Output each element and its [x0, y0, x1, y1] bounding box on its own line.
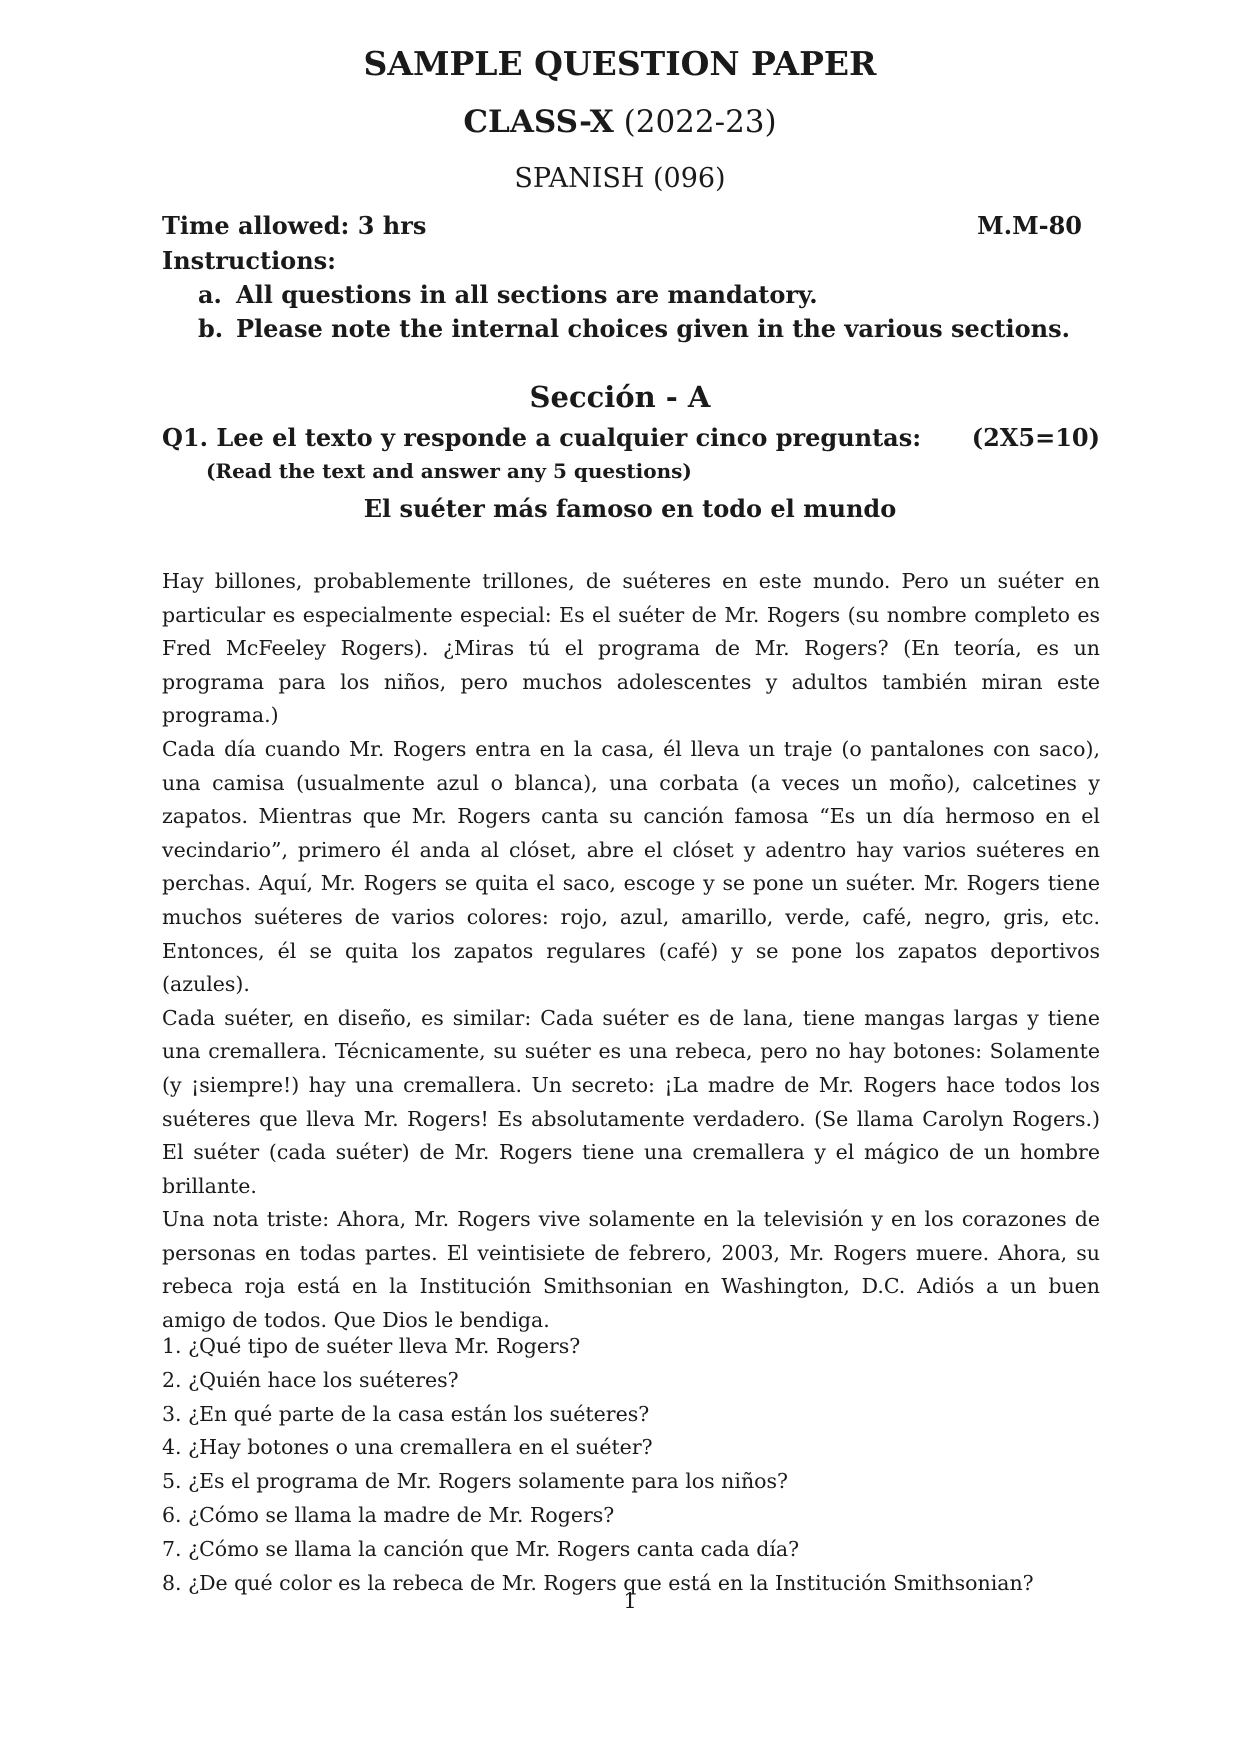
question-1-marks: (2X5=10): [971, 423, 1100, 452]
class-label: CLASS-X: [463, 104, 614, 140]
question-item: 5. ¿Es el programa de Mr. Rogers solamente para los niños?: [162, 1469, 789, 1494]
paper-title: SAMPLE QUESTION PAPER: [363, 44, 877, 83]
instruction-item: [198, 314, 1070, 343]
passage-paragraph: Cada día cuando Mr. Rogers entra en la casa, él lleva un traje (o pantalones con saco), una camisa (usualmente azul o blanca), una corbata (a veces un moño), calcetines y zapatos. Mientras que Mr. Rogers canta su canción famosa “Es un día hermoso en el vecindario”, primero él anda al clóset, abre el clóset y adentro hay varios suéteres en perchas. Aquí, Mr. Rogers se quita el saco, escoge y se pone un suéter. Mr. Rogers tiene muchos suéteres de varios colores: rojo, azul, amarillo, verde, café, negro, gris, etc. Entonces, él se quita los zapatos regulares (café) y se pone los zapatos deportivos (azules).: [162, 736, 1100, 997]
instructions-heading: Instructions:: [162, 246, 337, 275]
question-1-subtitle: (Read the text and answer any 5 questions): [206, 459, 692, 483]
question-item: 7. ¿Cómo se llama la canción que Mr. Rogers canta cada día?: [162, 1536, 800, 1561]
academic-year: (2022-23): [623, 104, 777, 140]
class-line: [0, 104, 1240, 140]
question-1-header: [162, 423, 1100, 452]
passage-paragraph: Hay billones, probablemente trillones, de suéteres en este mundo. Pero un suéter en particular es especialmente especial: Es el suéter de Mr. Rogers (su nombre completo es Fred McFeeley Rogers). ¿Miras tú el programa de Mr. Rogers? (En teoría, es un programa para los niños, pero muchos adolescentes y adultos también miran este programa.): [162, 569, 1100, 728]
question-item: 3. ¿En qué parte de la casa están los suéteres?: [162, 1401, 650, 1426]
question-item: 6. ¿Cómo se llama la madre de Mr. Rogers?: [162, 1502, 615, 1527]
question-item: 2. ¿Quién hace los suéteres?: [162, 1367, 459, 1392]
question-list: [162, 1330, 1102, 1600]
time-marks-row: [162, 211, 1082, 240]
question-item: 8. ¿De qué color es la rebeca de Mr. Rogers que está en la Institución Smithsonian?: [162, 1570, 1034, 1595]
question-item: 4. ¿Hay botones o una cremallera en el suéter?: [162, 1435, 653, 1460]
time-allowed: Time allowed: 3 hrs: [162, 211, 427, 240]
question-item: 1. ¿Qué tipo de suéter lleva Mr. Rogers?: [162, 1334, 581, 1358]
instruction-text: All questions in all sections are mandatory.: [236, 280, 818, 309]
instruction-text: Please note the internal choices given in the various sections.: [236, 314, 1070, 343]
page-number: 1: [623, 1589, 637, 1613]
reading-passage: [162, 565, 1100, 1338]
instruction-marker: a.: [198, 280, 222, 309]
max-marks: M.M-80: [977, 211, 1082, 240]
passage-paragraph: Una nota triste: Ahora, Mr. Rogers vive solamente en la televisión y en los corazones de personas en todas partes. El veintisiete de febrero, 2003, Mr. Rogers muere. Ahora, su rebeca roja está en la Institución Smithsonian en Washington, D.C. Adiós a un buen amigo de todos. Que Dios le bendiga.: [162, 1207, 1100, 1333]
question-1-prompt: Q1. Lee el texto y responde a cualquier cinco preguntas:: [162, 423, 922, 452]
subject-title: SPANISH (096): [514, 163, 726, 194]
passage-paragraph: Cada suéter, en diseño, es similar: Cada suéter es de lana, tiene mangas largas y tiene una cremallera. Técnicamente, su suéter es una rebeca, pero no hay botones: Solamente (y ¡siempre!) hay una cremallera. Un secreto: ¡La madre de Mr. Rogers hace todos los suéteres que lleva Mr. Rogers! Es absolutamente verdadero. (Se llama Carolyn Rogers.) El suéter (cada suéter) de Mr. Rogers tiene una cremallera y el mágico de un hombre brillante.: [162, 1005, 1100, 1198]
passage-title: El suéter más famoso en todo el mundo: [363, 494, 897, 523]
instruction-marker: b.: [198, 314, 224, 343]
instruction-item: [198, 280, 818, 309]
section-title: Sección - A: [529, 380, 711, 414]
